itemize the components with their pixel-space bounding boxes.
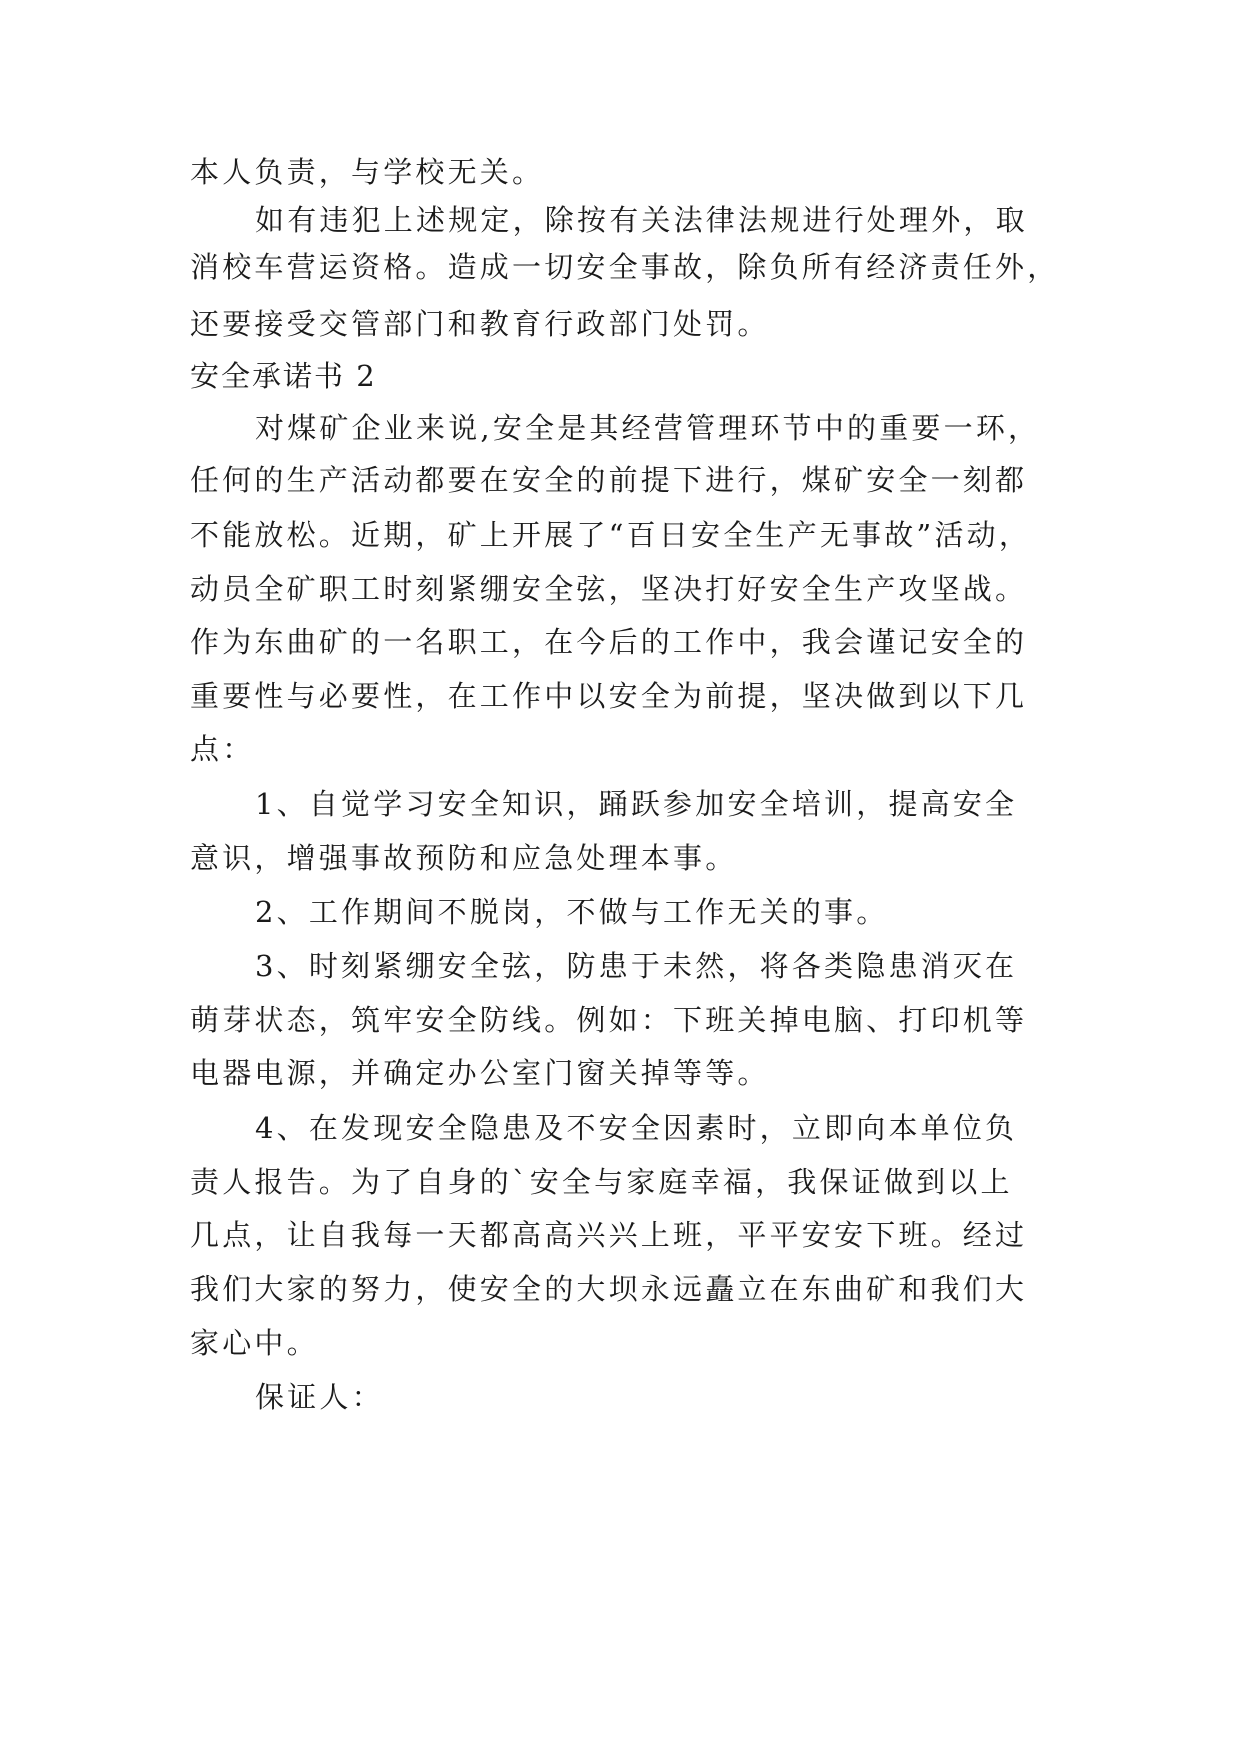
text-line: 几点，让自我每一天都高高兴兴上班，平平安安下班。经过	[190, 1218, 1028, 1252]
text-line: 如有违犯上述规定，除按有关法律法规进行处理外，取	[255, 203, 1028, 237]
text-line: 责人报告。为了自身的`安全与家庭幸福，我保证做到以上	[190, 1165, 1013, 1199]
signature-label: 保证人：	[255, 1380, 384, 1414]
text-line: 还要接受交管部门和教育行政部门处罚。	[190, 307, 770, 341]
text-line: 动员全矿职工时刻紧绷安全弦，坚决打好安全生产攻坚战。	[190, 572, 1028, 606]
text-line: 对煤矿企业来说,安全是其经营管理环节中的重要一环，	[255, 411, 1041, 445]
text-line: 萌芽状态，筑牢安全防线。例如：下班关掉电脑、打印机等	[190, 1003, 1028, 1037]
text-line: 消校车营运资格。造成一切安全事故，除负所有经济责任外，	[190, 250, 1060, 284]
text-line: 3、时刻紧绷安全弦，防患于未然，将各类隐患消灭在	[255, 949, 1018, 983]
text-line: 4、在发现安全隐患及不安全因素时，立即向本单位负	[255, 1111, 1018, 1145]
text-line: 1、自觉学习安全知识，踊跃参加安全培训，提高安全	[255, 787, 1018, 821]
text-line: 我们大家的努力，使安全的大坝永远矗立在东曲矿和我们大	[190, 1272, 1028, 1306]
text-line: 家心中。	[190, 1326, 319, 1360]
text-line: 点：	[190, 732, 255, 766]
text-line: 2、工作期间不脱岗，不做与工作无关的事。	[255, 895, 889, 929]
text-line: 不能放松。近期，矿上开展了“百日安全生产无事故”活动，	[190, 518, 1032, 552]
text-line: 作为东曲矿的一名职工，在今后的工作中，我会谨记安全的	[190, 625, 1028, 659]
text-line: 意识，增强事故预防和应急处理本事。	[190, 841, 738, 875]
text-line: 任何的生产活动都要在安全的前提下进行，煤矿安全一刻都	[190, 463, 1028, 497]
text-line: 电器电源，并确定办公室门窗关掉等等。	[190, 1056, 770, 1090]
text-line: 本人负责，与学校无关。	[190, 155, 545, 189]
text-line: 重要性与必要性，在工作中以安全为前提，坚决做到以下几	[190, 679, 1028, 713]
section-heading: 安全承诺书 2	[190, 359, 377, 393]
